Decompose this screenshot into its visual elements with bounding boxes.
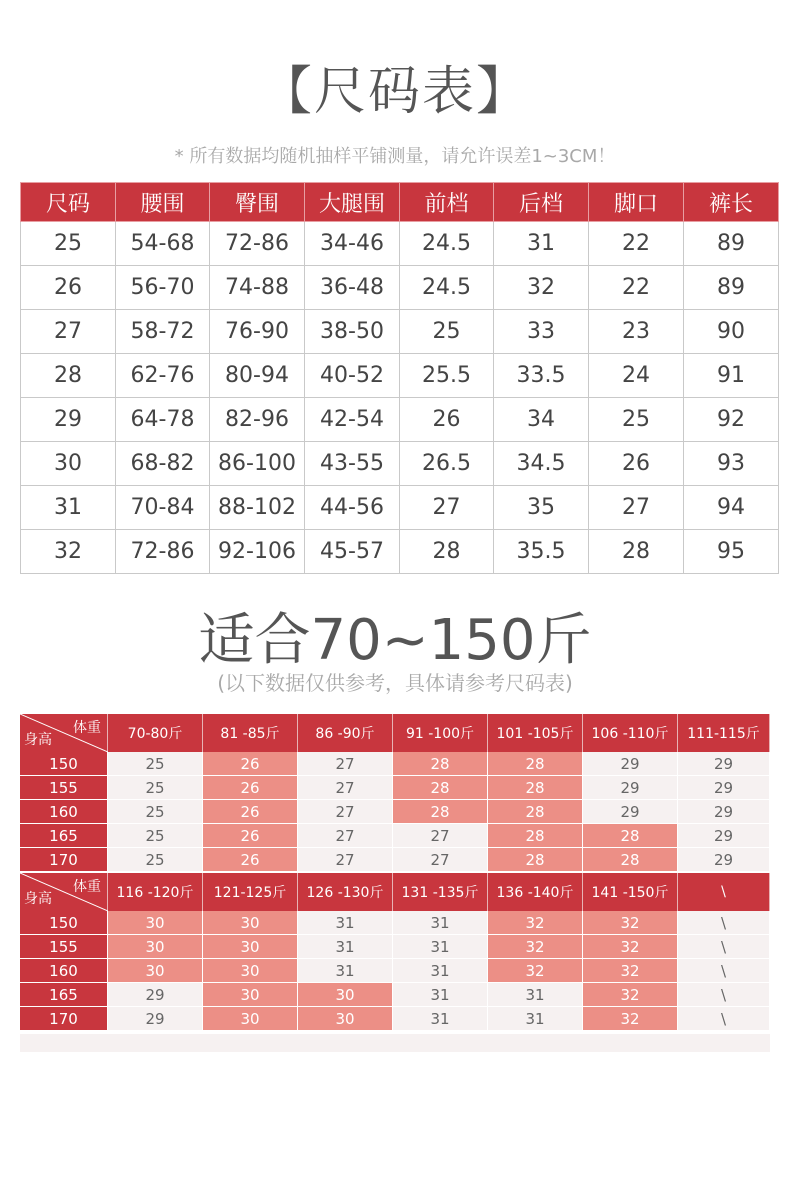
size-cell: 91: [684, 354, 779, 398]
size-cell: 24.5: [400, 266, 494, 310]
page-title: 【尺码表】: [259, 62, 530, 122]
size-cell: 80-94: [210, 354, 305, 398]
recommended-size-cell: 26: [203, 752, 298, 776]
size-cell: 72-86: [116, 530, 210, 574]
size-header-cell: 前档: [400, 183, 494, 222]
recommended-size-cell: 27: [393, 824, 488, 848]
table-row: [21, 354, 779, 398]
size-table: [20, 182, 779, 574]
table-row: [20, 959, 770, 983]
recommended-size-cell: 31: [298, 959, 393, 983]
size-cell: 33: [494, 310, 589, 354]
recommended-size-cell: 29: [583, 752, 678, 776]
recommended-size-cell: 28: [488, 824, 583, 848]
size-cell: 25: [589, 398, 684, 442]
weight-range-header: 141 -150斤: [583, 873, 678, 911]
corner-weight-label: 体重: [73, 720, 101, 736]
size-cell: 27: [589, 486, 684, 530]
size-cell: 44-56: [305, 486, 400, 530]
recommended-size-cell: 31: [393, 959, 488, 983]
recommended-size-cell: 31: [298, 935, 393, 959]
recommended-size-cell: 28: [488, 848, 583, 872]
table-row: [21, 398, 779, 442]
size-cell: 27: [400, 486, 494, 530]
size-cell: 32: [494, 266, 589, 310]
size-cell: 92: [684, 398, 779, 442]
weight-range-header: 91 -100斤: [393, 714, 488, 752]
table-row: [21, 486, 779, 530]
weight-range-header: 116 -120斤: [108, 873, 203, 911]
weight-range-header: 101 -105斤: [488, 714, 583, 752]
recommended-size-cell: 27: [298, 752, 393, 776]
recommended-size-cell: 25: [108, 824, 203, 848]
recommended-size-cell: 32: [488, 959, 583, 983]
height-cell: 150: [20, 752, 108, 776]
recommended-size-cell: 30: [203, 959, 298, 983]
size-cell: 26: [21, 266, 116, 310]
recommended-size-cell: \: [678, 1007, 770, 1031]
table-row: [20, 800, 770, 824]
recommended-size-cell: 27: [298, 800, 393, 824]
recommended-size-cell: 25: [108, 776, 203, 800]
recommended-size-cell: 25: [108, 752, 203, 776]
table-row: [20, 824, 770, 848]
recommended-size-cell: 27: [298, 848, 393, 872]
weight-range-header: 136 -140斤: [488, 873, 583, 911]
weight-header-row: [20, 714, 770, 752]
size-cell: 26: [589, 442, 684, 486]
recommended-size-cell: 26: [203, 824, 298, 848]
size-cell: 34-46: [305, 222, 400, 266]
size-cell: 86-100: [210, 442, 305, 486]
recommended-size-cell: 28: [393, 752, 488, 776]
weight-range-header: \: [678, 873, 770, 911]
size-cell: 89: [684, 222, 779, 266]
size-header-cell: 大腿围: [305, 183, 400, 222]
size-cell: 28: [400, 530, 494, 574]
recommended-size-cell: 31: [488, 1007, 583, 1031]
size-cell: 29: [21, 398, 116, 442]
weight-height-table-1: [20, 714, 770, 872]
recommended-size-cell: 27: [298, 776, 393, 800]
size-cell: 56-70: [116, 266, 210, 310]
size-cell: 43-55: [305, 442, 400, 486]
size-cell: 68-82: [116, 442, 210, 486]
size-cell: 24.5: [400, 222, 494, 266]
size-cell: 64-78: [116, 398, 210, 442]
size-cell: 88-102: [210, 486, 305, 530]
height-cell: 150: [20, 911, 108, 935]
height-cell: 155: [20, 935, 108, 959]
size-cell: 89: [684, 266, 779, 310]
corner-weight-label: 体重: [73, 879, 101, 895]
size-cell: 82-96: [210, 398, 305, 442]
size-cell: 62-76: [116, 354, 210, 398]
table-row: [20, 911, 770, 935]
size-cell: 72-86: [210, 222, 305, 266]
size-cell: 94: [684, 486, 779, 530]
size-cell: 22: [589, 222, 684, 266]
size-cell: 92-106: [210, 530, 305, 574]
recommended-size-cell: 26: [203, 800, 298, 824]
recommended-size-cell: \: [678, 959, 770, 983]
recommended-size-cell: 32: [488, 935, 583, 959]
recommended-size-cell: 29: [678, 752, 770, 776]
size-cell: 25.5: [400, 354, 494, 398]
size-cell: 26.5: [400, 442, 494, 486]
weight-range-header: 81 -85斤: [203, 714, 298, 752]
size-cell: 26: [400, 398, 494, 442]
recommended-size-cell: 26: [203, 848, 298, 872]
recommended-size-cell: 27: [298, 824, 393, 848]
size-cell: 70-84: [116, 486, 210, 530]
recommended-size-cell: 30: [203, 983, 298, 1007]
size-cell: 24: [589, 354, 684, 398]
measurement-note: * 所有数据均随机抽样平铺测量，请允许误差1~3CM！: [174, 146, 616, 167]
size-cell: 32: [21, 530, 116, 574]
recommended-size-cell: 32: [583, 959, 678, 983]
size-cell: 27: [21, 310, 116, 354]
size-header-cell: 腰围: [116, 183, 210, 222]
recommended-size-cell: 29: [678, 800, 770, 824]
corner-cell: [20, 714, 108, 752]
weight-height-table-2: [20, 873, 770, 1031]
height-cell: 170: [20, 1007, 108, 1031]
size-cell: 34.5: [494, 442, 589, 486]
size-cell: 23: [589, 310, 684, 354]
size-cell: 35: [494, 486, 589, 530]
height-cell: 160: [20, 800, 108, 824]
recommended-size-cell: 30: [108, 959, 203, 983]
table-row: [20, 935, 770, 959]
recommended-size-cell: 26: [203, 776, 298, 800]
recommended-size-cell: 30: [203, 911, 298, 935]
fit-weight-note: (以下数据仅供参考，具体请参考尺码表): [217, 671, 573, 695]
size-cell: 22: [589, 266, 684, 310]
recommended-size-cell: 30: [298, 983, 393, 1007]
recommended-size-cell: 29: [678, 848, 770, 872]
recommended-size-cell: 27: [393, 848, 488, 872]
weight-header-row: [20, 873, 770, 911]
recommended-size-cell: \: [678, 983, 770, 1007]
size-table-header: [21, 183, 779, 222]
recommended-size-cell: 32: [583, 983, 678, 1007]
size-cell: 45-57: [305, 530, 400, 574]
size-cell: 93: [684, 442, 779, 486]
fit-weight-title: 适合70~150斤: [198, 608, 592, 673]
size-cell: 34: [494, 398, 589, 442]
size-cell: 95: [684, 530, 779, 574]
weight-range-header: 106 -110斤: [583, 714, 678, 752]
size-cell: 76-90: [210, 310, 305, 354]
table-row: [20, 1007, 770, 1031]
recommended-size-cell: 29: [678, 776, 770, 800]
recommended-size-cell: 28: [583, 848, 678, 872]
recommended-size-cell: 30: [203, 1007, 298, 1031]
weight-range-header: 121-125斤: [203, 873, 298, 911]
size-cell: 25: [400, 310, 494, 354]
recommended-size-cell: 30: [108, 935, 203, 959]
recommended-size-cell: 32: [488, 911, 583, 935]
size-cell: 33.5: [494, 354, 589, 398]
recommended-size-cell: 31: [393, 911, 488, 935]
table-row: [21, 222, 779, 266]
height-cell: 155: [20, 776, 108, 800]
recommended-size-cell: \: [678, 935, 770, 959]
recommended-size-cell: 25: [108, 800, 203, 824]
recommended-size-cell: 29: [108, 983, 203, 1007]
height-cell: 165: [20, 983, 108, 1007]
size-header-cell: 尺码: [21, 183, 116, 222]
table-bottom-band: [20, 1034, 770, 1052]
table-row: [20, 776, 770, 800]
height-cell: 170: [20, 848, 108, 872]
corner-height-label: 身高: [24, 732, 52, 748]
table-row: [21, 266, 779, 310]
recommended-size-cell: 28: [393, 776, 488, 800]
table-row: [21, 310, 779, 354]
table-row: [21, 442, 779, 486]
height-cell: 160: [20, 959, 108, 983]
size-cell: 74-88: [210, 266, 305, 310]
recommended-size-cell: 31: [298, 911, 393, 935]
recommended-size-cell: 31: [393, 983, 488, 1007]
weight-range-header: 111-115斤: [678, 714, 770, 752]
size-cell: 31: [494, 222, 589, 266]
table-row: [21, 530, 779, 574]
recommended-size-cell: 31: [393, 1007, 488, 1031]
recommended-size-cell: 32: [583, 911, 678, 935]
recommended-size-cell: 28: [488, 800, 583, 824]
recommended-size-cell: \: [678, 911, 770, 935]
size-cell: 40-52: [305, 354, 400, 398]
size-cell: 42-54: [305, 398, 400, 442]
size-header-cell: 臀围: [210, 183, 305, 222]
size-header-cell: 裤长: [684, 183, 779, 222]
recommended-size-cell: 28: [488, 776, 583, 800]
recommended-size-cell: 28: [583, 824, 678, 848]
height-cell: 165: [20, 824, 108, 848]
recommended-size-cell: 32: [583, 1007, 678, 1031]
size-header-cell: 脚口: [589, 183, 684, 222]
recommended-size-cell: 32: [583, 935, 678, 959]
size-cell: 35.5: [494, 530, 589, 574]
size-cell: 38-50: [305, 310, 400, 354]
size-cell: 28: [589, 530, 684, 574]
weight-range-header: 131 -135斤: [393, 873, 488, 911]
size-cell: 31: [21, 486, 116, 530]
recommended-size-cell: 29: [583, 800, 678, 824]
size-cell: 25: [21, 222, 116, 266]
table-row: [20, 983, 770, 1007]
corner-cell: [20, 873, 108, 911]
recommended-size-cell: 28: [393, 800, 488, 824]
size-cell: 58-72: [116, 310, 210, 354]
size-cell: 54-68: [116, 222, 210, 266]
corner-height-label: 身高: [24, 891, 52, 907]
recommended-size-cell: 29: [108, 1007, 203, 1031]
size-cell: 90: [684, 310, 779, 354]
size-cell: 28: [21, 354, 116, 398]
size-cell: 30: [21, 442, 116, 486]
table-row: [20, 848, 770, 872]
weight-range-header: 86 -90斤: [298, 714, 393, 752]
weight-range-header: 126 -130斤: [298, 873, 393, 911]
recommended-size-cell: 31: [393, 935, 488, 959]
recommended-size-cell: 29: [583, 776, 678, 800]
recommended-size-cell: 28: [488, 752, 583, 776]
recommended-size-cell: 31: [488, 983, 583, 1007]
size-header-cell: 后档: [494, 183, 589, 222]
table-row: [20, 752, 770, 776]
weight-range-header: 70-80斤: [108, 714, 203, 752]
recommended-size-cell: 30: [298, 1007, 393, 1031]
recommended-size-cell: 30: [108, 911, 203, 935]
size-cell: 36-48: [305, 266, 400, 310]
recommended-size-cell: 30: [203, 935, 298, 959]
recommended-size-cell: 25: [108, 848, 203, 872]
recommended-size-cell: 29: [678, 824, 770, 848]
